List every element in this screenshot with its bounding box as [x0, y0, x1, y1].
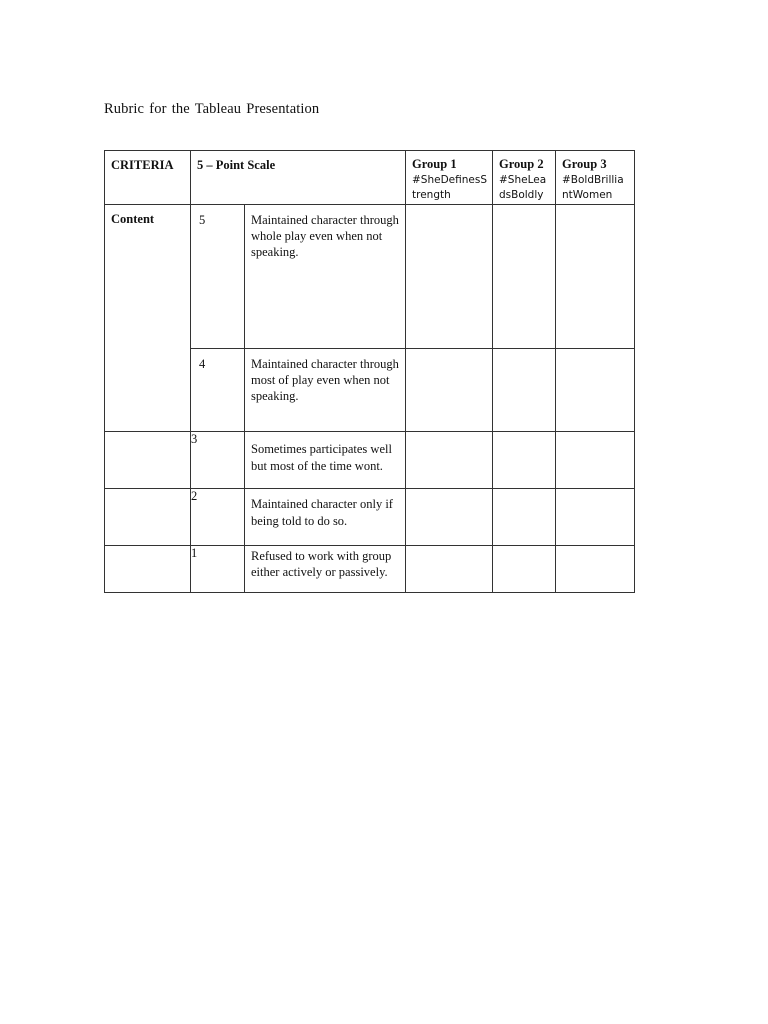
score-cell: 2 — [191, 489, 245, 546]
scale-header: 5 – Point Scale — [191, 151, 406, 205]
group-1-hashtag: #SheDefinesStrength — [412, 174, 487, 201]
table-row — [105, 432, 635, 489]
group-2-header — [493, 151, 556, 205]
group-3-score-cell — [556, 432, 635, 489]
score-cell: 4 — [191, 349, 245, 432]
group-3-name: Group 3 — [562, 157, 607, 171]
group-1-name: Group 1 — [412, 157, 457, 171]
group-1-score-cell — [406, 432, 493, 489]
table-header-row — [105, 151, 635, 205]
group-2-score-cell — [493, 432, 556, 489]
rubric-table — [104, 150, 635, 593]
document-title: Rubric for the Tableau Presentation — [104, 101, 320, 117]
group-1-score-cell — [406, 205, 493, 349]
group-2-score-cell — [493, 489, 556, 546]
group-2-score-cell — [493, 546, 556, 593]
empty-criterion-cell — [105, 489, 191, 546]
table-row — [105, 489, 635, 546]
group-3-score-cell — [556, 205, 635, 349]
group-1-score-cell — [406, 489, 493, 546]
group-3-score-cell — [556, 546, 635, 593]
criterion-content: Content — [105, 205, 191, 432]
group-2-name: Group 2 — [499, 157, 544, 171]
description-cell: Sometimes participates well but most of the time wont. — [245, 432, 406, 489]
description-cell: Maintained character through whole play even when not speaking. — [245, 205, 406, 349]
group-1-score-cell — [406, 546, 493, 593]
description-cell: Refused to work with group either actively or passively. — [245, 546, 406, 593]
criteria-header: CRITERIA — [105, 151, 191, 205]
group-3-score-cell — [556, 489, 635, 546]
group-3-hashtag: #BoldBrilliantWomen — [562, 174, 624, 201]
score-cell: 5 — [191, 205, 245, 349]
empty-criterion-cell — [105, 546, 191, 593]
group-1-header — [406, 151, 493, 205]
group-2-score-cell — [493, 349, 556, 432]
table-row — [105, 205, 635, 349]
group-3-header — [556, 151, 635, 205]
score-cell: 3 — [191, 432, 245, 489]
group-3-score-cell — [556, 349, 635, 432]
group-2-hashtag: #SheLeadsBoldly — [499, 174, 547, 201]
description-cell: Maintained character through most of play even when not speaking. — [245, 349, 406, 432]
empty-criterion-cell — [105, 432, 191, 489]
score-cell: 1 — [191, 546, 245, 593]
group-2-score-cell — [493, 205, 556, 349]
description-cell: Maintained character only if being told to do so. — [245, 489, 406, 546]
group-1-score-cell — [406, 349, 493, 432]
table-row — [105, 546, 635, 593]
